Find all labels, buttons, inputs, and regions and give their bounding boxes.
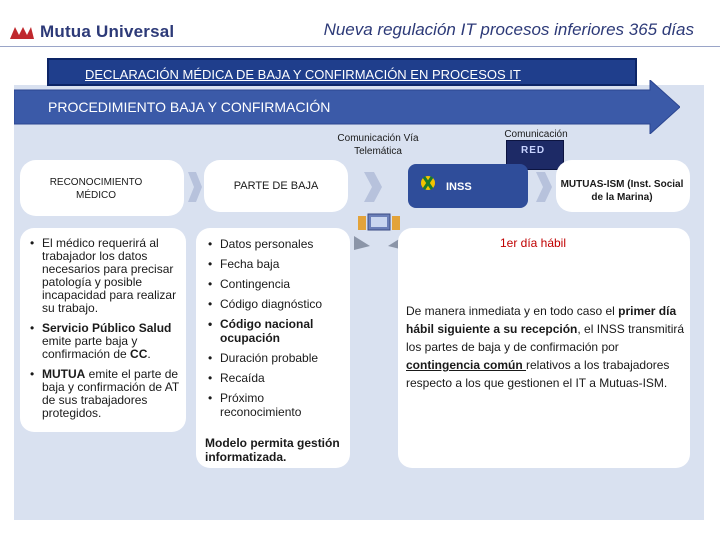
- logo-text: Mutua Universal: [40, 22, 175, 41]
- process-label: PROCEDIMIENTO BAJA Y CONFIRMACIÓN: [48, 99, 331, 115]
- chevron-right-icon: [188, 172, 202, 202]
- list-item: • Código diagnóstico: [206, 297, 346, 311]
- chevron-right-icon: [536, 172, 552, 202]
- list-item: • Código nacional ocupación: [206, 317, 346, 345]
- reconocimiento-list: [28, 237, 184, 427]
- company-logo: [10, 22, 174, 42]
- list-item: • Próximo reconocimiento: [206, 391, 346, 419]
- mutuas-title: MUTUAS-ISM (Inst. Social de la Marina): [560, 179, 684, 203]
- mutua-logo-icon: [10, 24, 34, 40]
- modelo-note: Modelo permita gestión informatizada.: [205, 436, 340, 464]
- title-divider: [0, 46, 720, 47]
- list-item: • Recaída: [206, 371, 346, 385]
- parte-title: PARTE DE BAJA: [233, 180, 319, 192]
- parte-fields-list: [206, 237, 346, 425]
- section-banner: [47, 58, 637, 86]
- inss-label: INSS: [446, 181, 472, 193]
- inss-logo-icon: [420, 172, 436, 194]
- slide-title: Nueva regulación IT procesos inferiores 365 días: [323, 20, 694, 39]
- list-item: • Servicio Público Salud emite parte baja y confirmación de CC.: [28, 322, 184, 361]
- list-item: • El médico requerirá al trabajador los datos necesarios para precisar patología y posible incapacidad para realizar su trabajo.: [28, 237, 184, 315]
- list-item: • Datos personales: [206, 237, 346, 251]
- red-logo-text: RED: [521, 145, 546, 156]
- inss-description: De manera inmediata y en todo caso el primer día hábil siguiente a su recepción, el INSS transmitirá los partes de baja y de confirmación por contingencia común relativos a los trabajadores respecto a los que gestionen el IT a Mutuas-ISM.: [406, 304, 685, 390]
- primer-dia-label: 1er día hábil: [499, 236, 567, 250]
- list-item: • MUTUA emite el parte de baja y confirmación de AT de sus trabajadores protegidos.: [28, 368, 184, 420]
- banner-title: DECLARACIÓN MÉDICA DE BAJA Y CONFIRMACIÓN EN PROCESOS IT: [85, 67, 521, 82]
- telematica-label: Comunicación Vía Telemática: [337, 133, 419, 157]
- list-item: • Fecha baja: [206, 257, 346, 271]
- list-item: • Contingencia: [206, 277, 346, 291]
- reconocimiento-title: RECONOCIMIENTO MÉDICO: [49, 177, 143, 201]
- chevron-right-icon: [364, 172, 382, 202]
- list-item: • Duración probable: [206, 351, 346, 365]
- comunicacion-label: Comunicación: [504, 129, 568, 140]
